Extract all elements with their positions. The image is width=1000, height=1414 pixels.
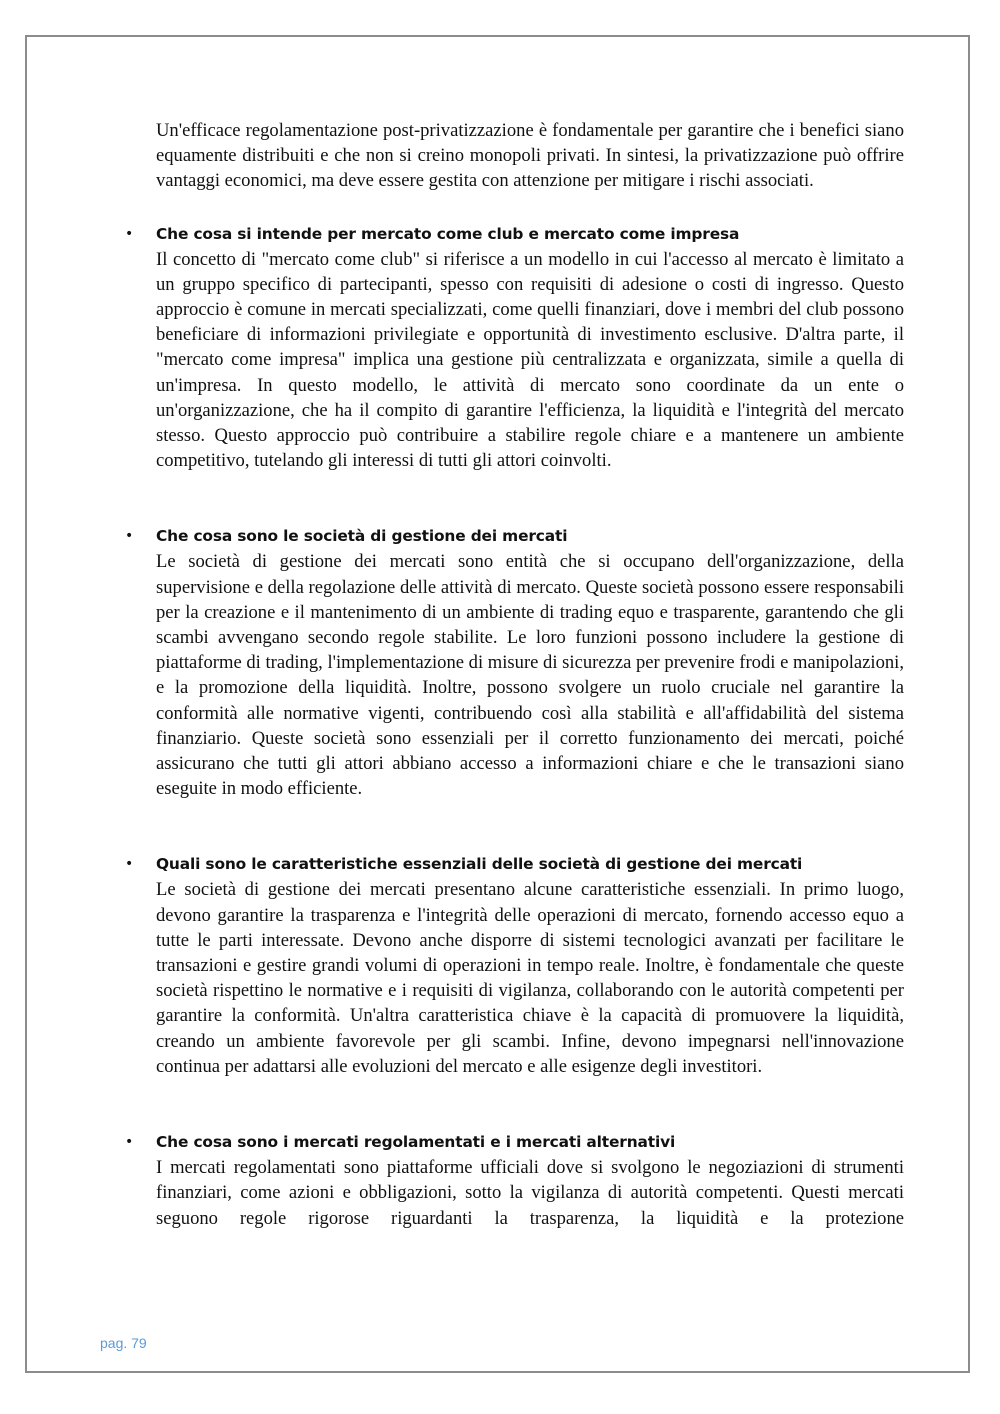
bullet-icon: • [125,528,134,545]
page-number: pag. 79 [100,1335,147,1351]
bullet-icon: • [125,225,134,242]
section-heading: Che cosa sono le società di gestione dei mercati [156,527,568,546]
section-heading: Che cosa si intende per mercato come club e mercato come impresa [156,224,740,243]
page-content [125,118,904,1231]
section-body: Le società di gestione dei mercati sono entità che si occupano dell'organizzazione, della supervisione e della regolazione delle attività di mercato. Queste società possono essere responsabili per la creazione e il mantenimento di un ambiente di trading equo e trasparente, garantendo che gli scambi avvengano secondo regole stabilite. Le loro funzioni possono includere la gestione di piattaforme di trading, l'implementazione di misure di sicurezza per prevenire frodi e manipolazioni, e la promozione della liquidità. Inoltre, possono svolgere un ruolo cruciale nel garantire la conformità alle normative vigenti, contribuendo così alla stabilità e all'affidabilità del sistema finanziario. Queste società sono essenziali per il corretto funzionamento dei mercati, poiché assicurano che tutti gli attori abbiano accesso a informazioni chiare e che le transazioni siano eseguite in modo efficiente. [156,551,904,800]
intro-paragraph: Un'efficace regolamentazione post-privatizzazione è fondamentale per garantire che i benefici siano equamente distribuiti e che non si creino monopoli privati. In sintesi, la privatizzazione può offrire vantaggi economici, ma deve essere gestita con attenzione per mitigare i rischi associati. [156,120,904,192]
section-body: Le società di gestione dei mercati presentano alcune caratteristiche essenziali. In primo luogo, devono garantire la trasparenza e l'integrità delle operazioni di mercato, fornendo accesso equo a tutte le parti interessate. Devono anche disporre di sistemi tecnologici avanzati per facilitare le transazioni e gestire grandi volumi di operazioni in tempo reale. Inoltre, è fondamentale che queste società rispettino le normative e i requisiti di vigilanza, collaborando con le autorità competenti per garantire la conformità. Un'altra caratteristica chiave è la capacità di promuovere la liquidità, creando un ambiente favorevole per gli scambi. Infine, devono impegnarsi nell'innovazione continua per adattarsi alle evoluzioni del mercato e alle esigenze degli investitori. [156,879,904,1077]
section-body: I mercati regolamentati sono piattaforme ufficiali dove si svolgono le negoziazioni di strumenti finanziari, come azioni e obbligazioni, sotto la vigilanza di autorità competenti. Questi mercati seguono regole rigorose riguardanti la trasparenza, la liquidità e la protezione [156,1157,904,1229]
bullet-icon: • [125,1134,134,1151]
section-caratteristiche-essenziali [125,851,904,1079]
section-mercato-club-impresa [125,221,904,474]
section-heading: Che cosa sono i mercati regolamentati e i mercati alternativi [156,1133,676,1152]
section-heading: Quali sono le caratteristiche essenziali delle società di gestione dei mercati [156,855,803,874]
section-societa-gestione [125,523,904,801]
bullet-icon: • [125,856,134,873]
section-body: Il concetto di "mercato come club" si riferisce a un modello in cui l'accesso al mercato è limitato a un gruppo specifico di partecipanti, spesso con requisiti di adesione o costi di ingresso. Questo approccio è comune in mercati specializzati, come quelli finanziari, dove i membri del club possono beneficiare di informazioni privilegiate e opportunità di investimento esclusive. D'altra parte, il "mercato come impresa" implica una gestione più centralizzata e organizzata, simile a quella di un'impresa. In questo modello, le attività di mercato sono coordinate da un ente o un'organizzazione, che ha il compito di garantire l'efficienza, la liquidità e l'integrità del mercato stesso. Questo approccio può contribuire a stabilire regole chiare e a mantenere un ambiente competitivo, tutelando gli interessi di tutti gli attori coinvolti. [156,248,904,472]
section-mercati-regolamentati [125,1129,904,1231]
